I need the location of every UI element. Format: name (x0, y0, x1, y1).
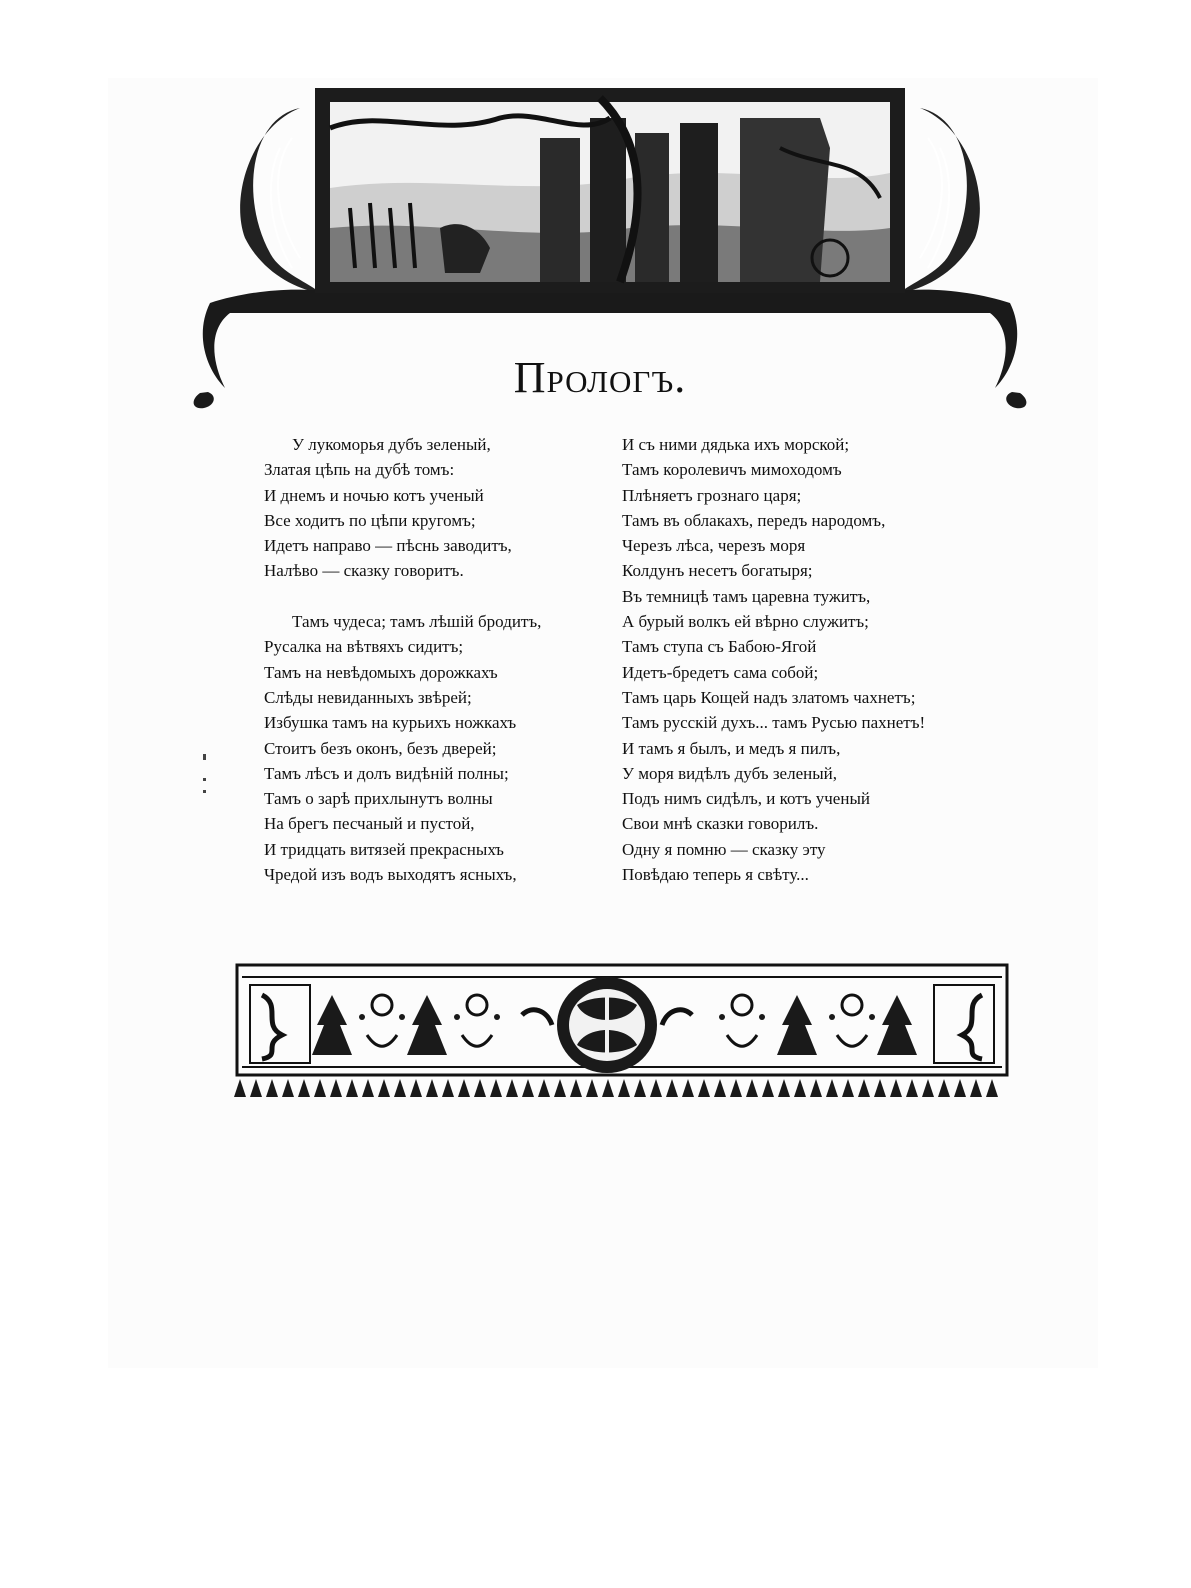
poem-line: Все ходитъ по цѣпи кругомъ; (264, 510, 476, 530)
page-title: Прологъ. (513, 353, 687, 402)
poem-line: У лукоморья дубъ зеленый, (292, 435, 491, 454)
poem-line: Колдунъ несетъ богатыря; (622, 561, 813, 581)
poem-line: На брегъ песчаный и пустой, (264, 814, 475, 834)
poem-line: И тридцать витязей прекрасныхъ (264, 839, 504, 859)
poem-line: Тамъ королевичъ мимоходомъ (622, 460, 842, 480)
poem-right-column (622, 432, 1002, 887)
tailpiece-ornament (232, 955, 1012, 1110)
poem-line: Свои мнѣ сказки говорилъ. (622, 814, 819, 834)
poem-line: Одну я помню — сказку эту (622, 839, 826, 859)
poem-line: Черезъ лѣса, черезъ моря (622, 536, 806, 556)
poem-line: Идетъ-бредетъ сама собой; (622, 662, 819, 682)
poem-line: Русалка на вѣтвяхъ сидитъ; (264, 637, 464, 657)
poem-line: Подъ нимъ сидѣлъ, и котъ ученый (622, 789, 870, 809)
poem-line: Слѣды невиданныхъ звѣрей; (264, 687, 472, 707)
poem-line: Тамъ русскій духъ... тамъ Русью пахнетъ! (622, 713, 926, 733)
poem-line: Тамъ на невѣдомыхъ дорожкахъ (264, 662, 498, 682)
poem-line: Плѣняетъ грознаго царя; (622, 485, 802, 505)
poem-line: Тамъ чудеса; тамъ лѣшій бродитъ, (292, 612, 542, 632)
poem-left-column (264, 432, 604, 887)
poem-line: Идетъ направо — пѣснь заводитъ, (264, 536, 512, 556)
poem-line: Чредой изъ водъ выходятъ ясныхъ, (264, 865, 517, 885)
poem-line: Тамъ лѣсъ и долъ видѣній полны; (264, 763, 509, 783)
poem-line: Въ темницѣ тамъ царевна тужитъ, (622, 586, 871, 606)
poem-line: Избушка тамъ на курьихъ ножкахъ (264, 713, 517, 733)
poem-line: И тамъ я былъ, и медъ я пилъ, (622, 738, 841, 758)
poem-line: И днемъ и ночью котъ ученый (264, 485, 484, 505)
stanza-gap (264, 584, 604, 609)
poem-line: Стоитъ безъ оконъ, безъ дверей; (264, 738, 497, 758)
poem-line: А бурый волкъ ей вѣрно служитъ; (622, 612, 869, 632)
poem-line: У моря видѣлъ дубъ зеленый, (622, 763, 837, 783)
poem-line: Тамъ царь Кощей надъ златомъ чахнетъ; (622, 687, 916, 707)
poem-line: И съ ними дядька ихъ морской; (622, 435, 850, 454)
poem-line: Тамъ ступа съ Бабою-Ягой (622, 637, 817, 657)
poem-line: Тамъ о зарѣ прихлынутъ волны (264, 789, 493, 809)
poem-line: Налѣво — сказку говоритъ. (264, 561, 464, 581)
poem-line: Повѣдаю теперь я свѣту... (622, 865, 809, 885)
margin-marks (200, 752, 210, 802)
poem-line: Тамъ въ облакахъ, передъ народомъ, (622, 510, 886, 530)
poem-line: Златая цѣпь на дубѣ томъ: (264, 460, 455, 480)
